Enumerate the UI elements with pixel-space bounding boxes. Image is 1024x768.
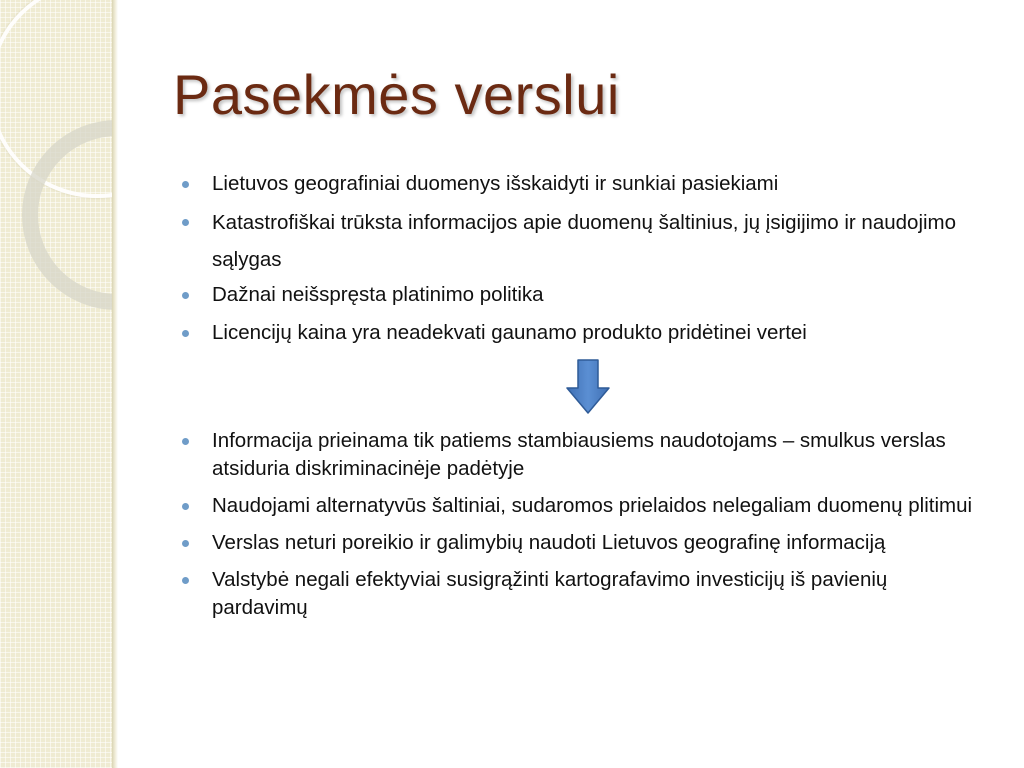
bullet-dot-icon [182,330,189,337]
bullet-dot-icon [182,577,189,584]
down-arrow-icon [564,358,612,416]
bullet-item [180,566,980,622]
bullet-list-consequences [180,427,980,631]
bullet-text: Naudojami alternatyvūs šaltiniai, sudaromos prielaidos nelegaliam duomenų plitimui [212,494,973,517]
bullet-dot-icon [182,540,189,547]
bullet-text: Katastrofiškai trūksta informacijos apie duomenų šaltinius, jų įsigijimo ir naudojimo sąlygas [212,211,957,271]
bullet-text: Valstybė negali efektyviai susigrąžinti kartografavimo investicijų iš pavienių pardavimų [212,568,888,619]
bullet-item [180,427,980,483]
bullet-dot-icon [182,292,189,299]
bullet-item [180,281,980,309]
bullet-text: Dažnai neišspręsta platinimo politika [212,283,544,306]
bullet-text: Verslas neturi poreikio ir galimybių naudoti Lietuvos geografinę informaciją [212,531,886,554]
bullet-dot-icon [182,438,189,445]
bullet-item [180,529,980,557]
bullet-item [180,204,980,278]
bullet-text: Lietuvos geografiniai duomenys išskaidyti ir sunkiai pasiekiami [212,172,779,195]
bullet-text: Licencijų kaina yra neadekvati gaunamo produkto pridėtinei vertei [212,321,807,344]
decorative-panel-edge [112,0,118,768]
bullet-dot-icon [182,503,189,510]
bullet-item [180,319,980,347]
bullet-text: Informacija prieinama tik patiems stambiausiems naudotojams – smulkus verslas atsiduria diskriminacinėje padėtyje [212,429,946,480]
bullet-item [180,492,980,520]
slide-title: Pasekmės verslui [173,63,620,126]
bullet-dot-icon [182,219,189,226]
bullet-list-problems [180,170,980,357]
bullet-dot-icon [182,181,189,188]
decorative-side-panel [0,0,112,768]
bullet-item [180,170,980,198]
